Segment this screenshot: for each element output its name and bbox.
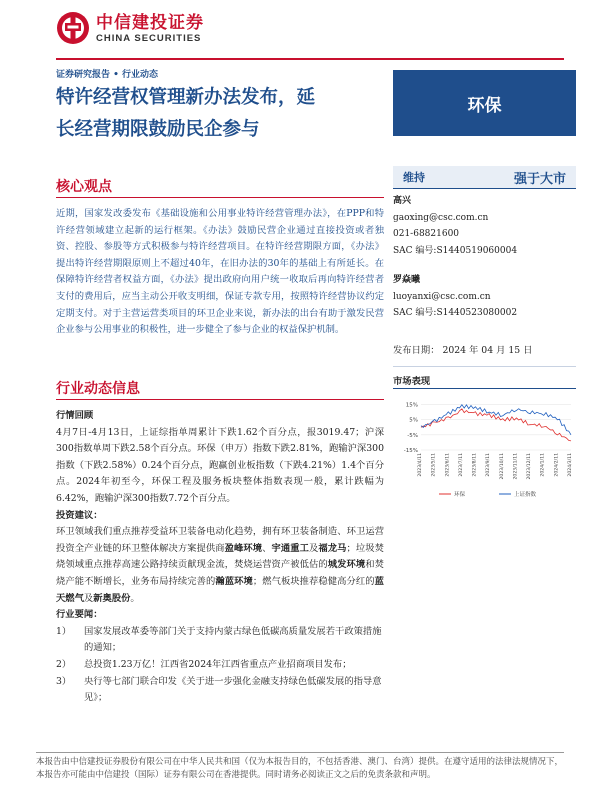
publish-date: 发布日期： 2024 年 04 月 15 日: [393, 345, 533, 356]
y-tick-label: 15%: [405, 402, 418, 409]
y-tick-label: -5%: [407, 432, 418, 439]
title-line-2: 长经营期限鼓励民企参与: [56, 119, 260, 140]
separator: 、: [262, 542, 272, 554]
news-label: 行业要闻：: [56, 609, 103, 621]
analyst-email[interactable]: luoyanxi@csc.com.cn: [393, 291, 491, 302]
review-text: 4月7日-4月13日，上证综指单周累计下跌1.62个百分点，报3019.47；沪深300指数单周下跌2.58个百分点。环保（申万）指数下跌2.81%，跑输沪深300指数（下跌2.58%）0.24个百分点，跑赢创业板指数（下跌4.21%）1.4个百分点。2024年初至今，环保工程及服务板块整体指数表现一般，累计跌幅为6.42%，跑输沪深300指数7.72个百分点。: [56, 426, 384, 504]
stock-name: 新奥股份: [93, 592, 131, 604]
news-number: 1）: [56, 625, 72, 637]
separator: 及: [309, 542, 319, 554]
x-tick-label: 2023/4/11: [418, 453, 423, 477]
stock-name: 瀚蓝环境: [215, 575, 253, 587]
analyst-card: [393, 193, 576, 259]
dynamics-rule: [56, 399, 384, 400]
dynamics-body: [56, 408, 384, 707]
news-text: 总投资1.23万亿！江西省2024年江西省重点产业招商项目发布；: [84, 658, 352, 670]
stock-name: 盈峰环境: [224, 542, 263, 554]
analyst-email[interactable]: gaoxing@csc.com.cn: [393, 212, 489, 223]
core-view-rule: [56, 197, 384, 198]
legend-label: 上证指数: [514, 492, 537, 498]
analyst-card: [393, 272, 576, 322]
rating-bar: [393, 166, 576, 188]
advice-mid: ；垃圾焚烧领域重点推荐高速公路持续贡献现金流，焚烧运营资产被低估的: [56, 542, 384, 571]
news-item: [56, 657, 384, 674]
series-line-env: [421, 409, 571, 441]
rating-rule: [393, 188, 576, 189]
stock-name: 宇通重工: [271, 542, 310, 554]
advice-end: 。: [130, 592, 140, 604]
news-number: 2）: [56, 658, 72, 670]
y-tick-label: -15%: [403, 448, 418, 454]
advice-label: 投资建议：: [56, 509, 103, 521]
news-item: [56, 624, 384, 657]
logo-en-text: CHINA SECURITIES: [96, 32, 202, 44]
chart-title-rule: [393, 388, 576, 389]
x-tick-label: 2024/3/11: [568, 453, 573, 477]
analyst-sac: SAC 编号:S1440519060004: [393, 245, 518, 256]
analyst-name: 罗焱曦: [393, 275, 421, 285]
brand-logo: [56, 10, 204, 46]
x-tick-label: 2023/9/11: [486, 453, 492, 477]
separator: 及: [83, 592, 94, 604]
x-tick-label: 2023/7/11: [458, 453, 464, 477]
date-rule: [393, 366, 576, 367]
report-title: [56, 82, 386, 146]
x-tick-label: 2023/10/11: [499, 453, 505, 480]
news-number: 3）: [56, 675, 72, 687]
stock-name: 城发环境: [327, 559, 366, 571]
footer-line-2: 本报告亦可能由中信建投（国际）证券有限公司在香港提供。同时请务必阅读正文之后的免责条款和声明。: [36, 770, 436, 780]
advice-mid2: 和焚烧产能不断增长，业务布局持续完善的: [56, 559, 384, 587]
news-item: [56, 674, 384, 707]
footer-line-1: 本报告由中信建投证券股份有限公司在中华人民共和国（仅为本报告目的，不包括香港、澳门、台湾）提供。在遵守适用的法律法规情况下，: [36, 757, 564, 767]
x-tick-label: 2024/1/11: [540, 453, 546, 477]
market-performance-chart: [393, 392, 576, 502]
core-view-body: 近期，国家发改委发布《基础设施和公用事业特许经营管理办法》，在PPP和特许经营领域建立起新的运行框架。《办法》鼓励民营企业通过直接投资或者独资、控股、参股等方式积极参与特许经营项目。在特许经营期限方面，《办法》提出特许经营期限原则上不超过40年，在旧办法的30年的基础上有所延长。在保障特许经营者权益方面，《办法》提出政府向用户统一收取后再向特许经营者支付的费用后，应当主动公开收支明细，保证专款专用，按照特许经营协议约定定期支付。对于主营运营类项目的环卫企业来说，新办法的出台有助于激发民营企业参与公用事业的积极性，进一步健全了参与企业的权益保护机制。: [56, 208, 384, 336]
chart-title: 市场表现: [393, 376, 431, 387]
analyst-sac: SAC 编号:S1440523080002: [393, 308, 518, 319]
x-tick-label: 2023/6/11: [445, 453, 451, 477]
footer-rule: [36, 752, 564, 753]
title-line-1: 特许经营权管理新办法发布，延: [56, 87, 316, 108]
analyst-phone: 021-68821600: [393, 229, 460, 240]
industry-tag: 环保: [393, 70, 576, 136]
news-text: 国家发展改革委等部门关于支持内蒙古绿色低碳高质量发展若干政策措施的通知；: [84, 625, 382, 654]
x-tick-label: 2023/12/11: [527, 453, 533, 480]
csc-logo-icon: [56, 11, 90, 45]
header-rule: [56, 58, 564, 60]
x-tick-label: 2024/2/11: [554, 453, 560, 477]
core-view-heading: 核心观点: [56, 179, 112, 195]
logo-cn-text: 中信建投证券: [96, 12, 204, 33]
stock-name: 福龙马: [318, 542, 347, 554]
breadcrumb: 证券研究报告 • 行业动态: [56, 70, 159, 80]
analyst-name: 高兴: [393, 196, 412, 206]
x-tick-label: 2023/8/11: [472, 453, 478, 477]
disclaimer-footer: [36, 756, 576, 782]
rating-label: 维持: [403, 171, 425, 184]
x-tick-label: 2023/11/11: [513, 453, 519, 480]
stock-name: 蓝天燃气: [56, 575, 384, 604]
advice-intro: 环卫领域我们重点推荐受益环卫装备电动化趋势，拥有环卫装备制造、环卫运营投资全产业链的环卫整体解决方案提供商: [56, 526, 384, 554]
news-text: 央行等七部门联合印发《关于进一步强化金融支持绿色低碳发展的指导意见》；: [84, 675, 382, 704]
advice-mid3: ；燃气板块推荐稳健高分红的: [252, 575, 375, 587]
legend-label: 环保: [454, 492, 466, 498]
y-tick-label: 5%: [409, 417, 418, 424]
review-label: 行情回顾: [56, 410, 94, 421]
dynamics-heading: 行业动态信息: [56, 381, 140, 397]
x-tick-label: 2023/5/11: [431, 453, 437, 477]
rating-value: 强于大市: [513, 171, 566, 187]
advice-text: [56, 524, 384, 607]
